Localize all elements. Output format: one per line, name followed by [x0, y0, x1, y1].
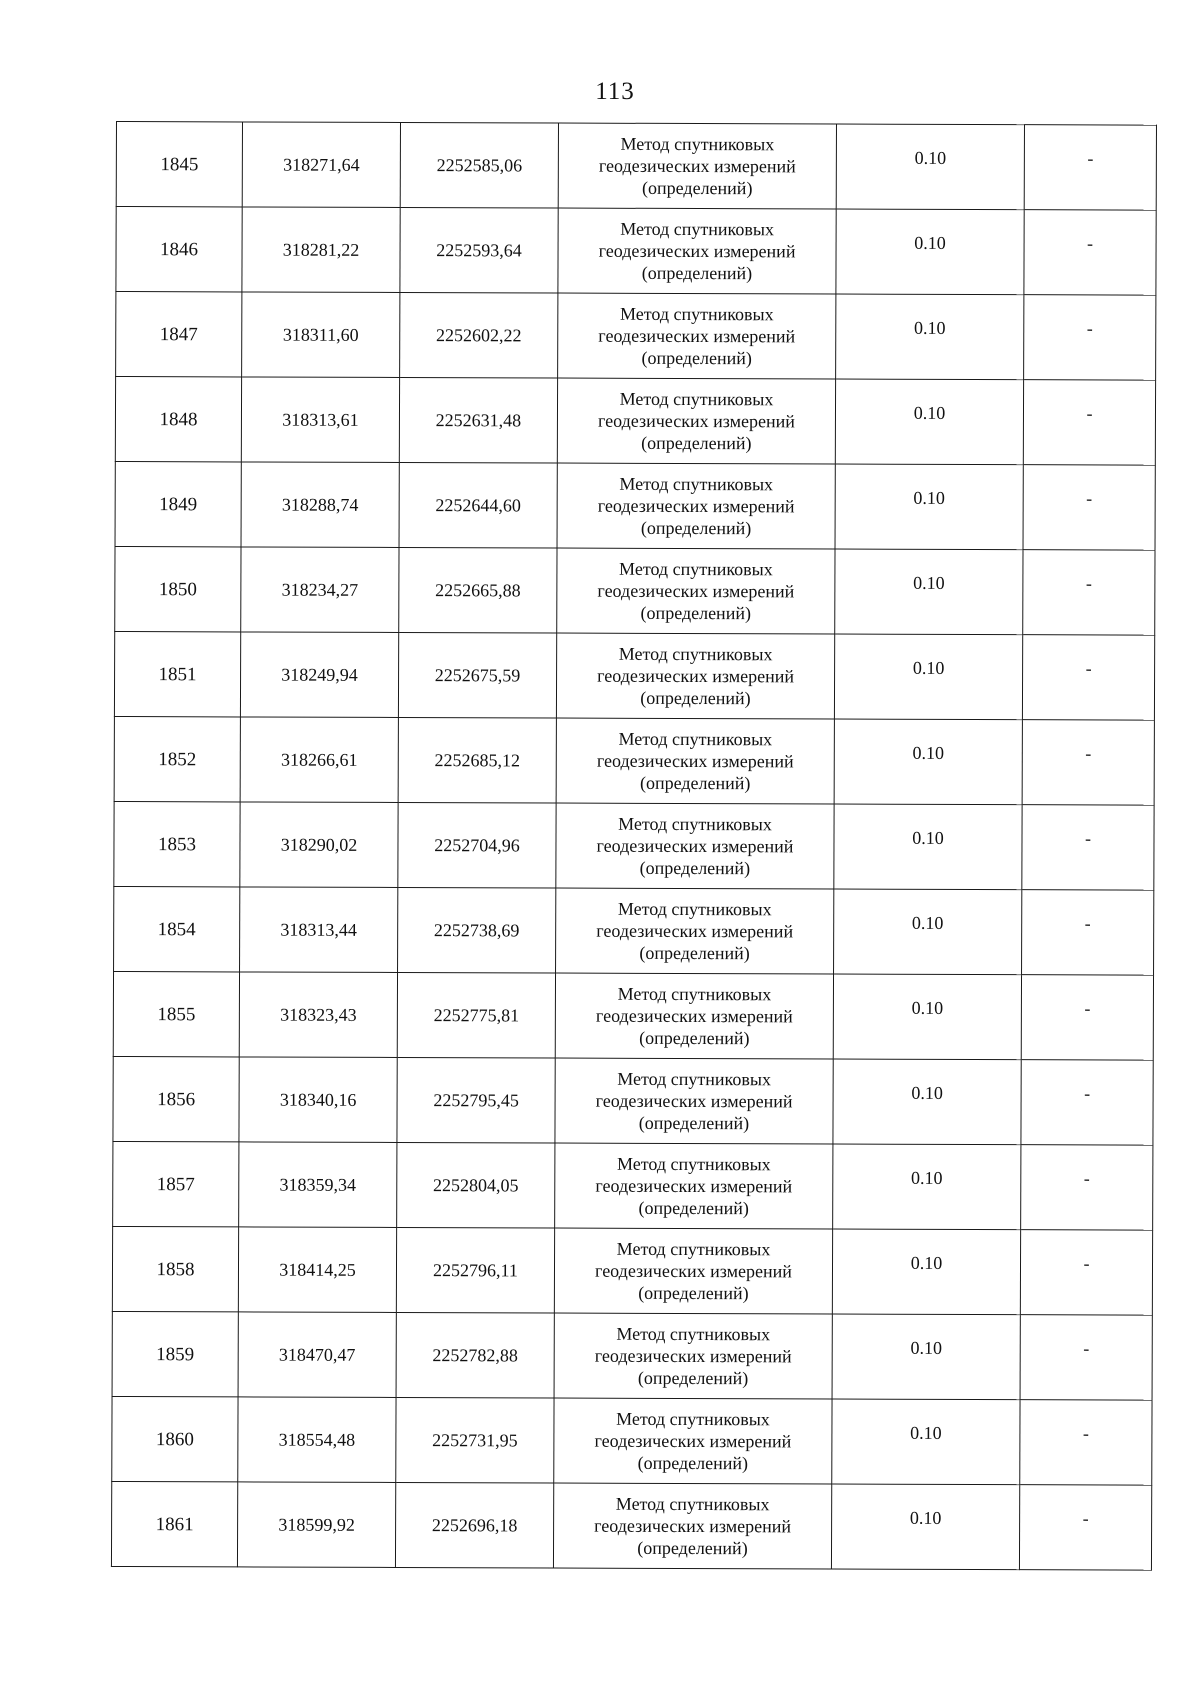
- point-number-cell: [115, 377, 241, 462]
- coordinate-y-cell: 2252738,69: [398, 887, 556, 973]
- method-line: Метод спутниковых: [618, 643, 773, 665]
- coordinate-y-cell: 2252804,05: [397, 1142, 555, 1228]
- coordinate-x-cell: 318313,44: [240, 887, 398, 973]
- note-cell: [1023, 380, 1155, 465]
- method-line: (определений): [639, 772, 751, 794]
- table-row: [113, 1141, 1153, 1230]
- accuracy-cell-text: 0.10: [910, 1337, 943, 1358]
- note-cell: [1024, 295, 1156, 380]
- accuracy-cell-text: 0.10: [913, 487, 945, 508]
- accuracy-cell-text: 0.10: [911, 1167, 943, 1188]
- method-cell: [555, 1143, 833, 1229]
- point-number-cell: [113, 1056, 239, 1141]
- note-cell-text: -: [1083, 1168, 1090, 1189]
- method-line: геодезических измерений: [594, 1345, 792, 1367]
- note-cell-text: -: [1087, 148, 1094, 169]
- method-line: Метод спутниковых: [620, 133, 775, 155]
- method-cell: [556, 718, 834, 804]
- coordinate-x-cell: 318249,94: [240, 632, 398, 718]
- point-number-cell-text: 1859: [156, 1344, 195, 1366]
- note-cell: [1022, 805, 1154, 890]
- method-line: геодезических измерений: [595, 1090, 793, 1112]
- method-line: Метод спутниковых: [619, 388, 774, 410]
- method-cell: [555, 1058, 833, 1144]
- coordinate-x-cell: 318470,47: [238, 1312, 396, 1398]
- method-line: Метод спутниковых: [617, 898, 772, 920]
- method-line: (определений): [639, 857, 751, 879]
- point-number-cell: [113, 971, 239, 1056]
- note-cell-text: -: [1086, 488, 1093, 509]
- point-number-cell-text: 1853: [157, 834, 197, 856]
- accuracy-cell-text: 0.10: [912, 742, 945, 763]
- coordinate-y-cell: 2252796,11: [396, 1227, 554, 1313]
- coordinate-x-cell: 318288,74: [241, 462, 399, 548]
- method-line: (определений): [640, 687, 751, 709]
- accuracy-cell: [832, 1314, 1020, 1400]
- point-number-cell: [115, 461, 241, 546]
- accuracy-cell: [832, 1229, 1020, 1315]
- point-number-cell-text: 1860: [155, 1429, 194, 1451]
- coordinate-x-cell: 318313,61: [241, 377, 399, 463]
- note-cell: [1020, 1315, 1152, 1400]
- note-cell-text: -: [1084, 913, 1091, 934]
- point-number-cell: [112, 1396, 238, 1481]
- table-row: [116, 292, 1156, 381]
- coordinate-y-cell: 2252731,95: [396, 1397, 554, 1483]
- method-line: геодезических измерений: [597, 495, 795, 517]
- point-number-cell-text: 1846: [160, 239, 199, 261]
- point-number-cell: [114, 716, 240, 801]
- method-line: (определений): [641, 262, 753, 284]
- point-number-cell: [112, 1311, 238, 1396]
- accuracy-cell: [835, 549, 1023, 635]
- method-line: Метод спутниковых: [616, 1153, 771, 1175]
- method-line: Метод спутниковых: [616, 1323, 771, 1345]
- note-cell-text: -: [1085, 658, 1092, 679]
- coordinate-y-cell: 2252685,12: [398, 717, 556, 803]
- point-number-cell: [113, 1141, 239, 1226]
- method-cell: [558, 293, 836, 379]
- point-number-cell-text: 1847: [159, 324, 198, 346]
- point-number-cell: [116, 207, 242, 292]
- page-number: 113: [595, 78, 635, 105]
- method-line: (определений): [637, 1367, 749, 1389]
- note-cell: [1024, 210, 1156, 295]
- table-row: [112, 1396, 1152, 1485]
- method-cell: [554, 1398, 832, 1484]
- accuracy-cell: [835, 464, 1023, 550]
- method-line: Метод спутниковых: [618, 728, 773, 750]
- method-cell: [558, 208, 836, 294]
- method-cell: [556, 888, 834, 974]
- table-row: [114, 886, 1154, 975]
- method-line: геодезических измерений: [595, 1005, 793, 1027]
- method-line: геодезических измерений: [598, 240, 796, 262]
- note-cell-text: -: [1085, 743, 1092, 764]
- coordinate-y-cell: 2252593,64: [400, 207, 558, 293]
- note-cell: [1023, 550, 1155, 635]
- method-cell: [557, 463, 835, 549]
- accuracy-cell-text: 0.10: [912, 657, 945, 678]
- method-line: геодезических измерений: [598, 325, 796, 347]
- note-cell: [1023, 465, 1155, 550]
- note-cell-text: -: [1087, 233, 1094, 254]
- note-cell-text: -: [1085, 573, 1092, 594]
- method-cell: [557, 378, 835, 464]
- coordinate-x-cell: 318340,16: [239, 1057, 397, 1143]
- table-row: [114, 631, 1154, 720]
- accuracy-cell-text: 0.10: [911, 1082, 943, 1103]
- method-line: (определений): [639, 1027, 750, 1049]
- note-cell-text: -: [1082, 1508, 1089, 1529]
- accuracy-cell-text: 0.10: [912, 827, 944, 848]
- method-line: (определений): [641, 347, 752, 369]
- method-cell: [556, 803, 834, 889]
- coordinates-table-body: [111, 122, 1156, 1571]
- point-number-cell-text: 1852: [158, 749, 197, 771]
- method-line: Метод спутниковых: [620, 218, 775, 240]
- accuracy-cell-text: 0.10: [914, 147, 947, 168]
- method-cell: [553, 1483, 831, 1569]
- method-line: геодезических измерений: [597, 665, 795, 687]
- accuracy-cell: [835, 379, 1023, 465]
- coordinate-y-cell: 2252775,81: [397, 972, 555, 1058]
- point-number-cell-text: 1851: [158, 664, 197, 686]
- accuracy-cell: [832, 1399, 1020, 1485]
- method-line: Метод спутниковых: [616, 1408, 770, 1430]
- point-number-cell: [115, 546, 241, 631]
- method-line: (определений): [642, 177, 753, 199]
- note-cell: [1020, 1400, 1152, 1485]
- note-cell-text: -: [1083, 1253, 1090, 1274]
- coordinate-x-cell: 318554,48: [238, 1397, 396, 1483]
- accuracy-cell: [833, 974, 1021, 1060]
- table-row: [114, 716, 1154, 805]
- accuracy-cell: [834, 634, 1022, 720]
- accuracy-cell: [834, 889, 1022, 975]
- method-line: геодезических измерений: [597, 580, 795, 602]
- note-cell-text: -: [1086, 318, 1093, 339]
- coordinate-x-cell: 318290,02: [240, 802, 398, 888]
- accuracy-cell: [836, 124, 1024, 210]
- accuracy-cell-text: 0.10: [911, 997, 944, 1018]
- coordinate-x-cell: 318359,34: [239, 1142, 397, 1228]
- method-line: (определений): [640, 517, 752, 539]
- method-line: (определений): [641, 432, 752, 454]
- note-cell: [1021, 975, 1153, 1060]
- point-number-cell: [114, 886, 240, 971]
- coordinate-x-cell: 318414,25: [238, 1227, 396, 1313]
- coordinates-table: [111, 121, 1157, 1571]
- method-line: геодезических измерений: [594, 1430, 792, 1452]
- table-row: [112, 1311, 1152, 1400]
- method-cell: [554, 1228, 832, 1314]
- point-number-cell: [116, 122, 242, 207]
- table-row: [112, 1226, 1152, 1315]
- method-line: Метод спутниковых: [619, 303, 774, 325]
- accuracy-cell-text: 0.10: [914, 232, 946, 253]
- point-number-cell: [112, 1226, 238, 1311]
- point-number-cell-text: 1854: [157, 919, 196, 941]
- note-cell-text: -: [1086, 403, 1093, 424]
- point-number-cell-text: 1857: [156, 1174, 195, 1196]
- note-cell: [1022, 635, 1154, 720]
- method-cell: [554, 1313, 832, 1399]
- accuracy-cell: [833, 1144, 1021, 1230]
- method-line: (определений): [638, 1197, 749, 1219]
- coordinate-x-cell: 318234,27: [241, 547, 399, 633]
- note-cell-text: -: [1084, 828, 1092, 849]
- point-number-cell-text: 1861: [155, 1514, 194, 1536]
- coordinate-y-cell: 2252795,45: [397, 1057, 555, 1143]
- table-row: [115, 546, 1155, 635]
- accuracy-cell: [833, 1059, 1021, 1145]
- method-line: геодезических измерений: [598, 155, 796, 177]
- coordinate-y-cell: 2252665,88: [399, 547, 557, 633]
- accuracy-cell-text: 0.10: [910, 1252, 943, 1273]
- coordinate-x-cell: 318271,64: [242, 122, 400, 208]
- method-line: Метод спутниковых: [617, 983, 772, 1005]
- accuracy-cell: [834, 719, 1022, 805]
- method-line: геодезических измерений: [595, 1175, 793, 1197]
- method-line: геодезических измерений: [595, 1260, 792, 1282]
- point-number-cell-text: 1849: [159, 494, 198, 516]
- method-line: (определений): [640, 602, 752, 624]
- method-cell: [556, 633, 834, 719]
- accuracy-cell-text: 0.10: [910, 1422, 942, 1443]
- method-line: (определений): [637, 1537, 748, 1559]
- method-line: Метод спутниковых: [618, 813, 772, 835]
- accuracy-cell-text: 0.10: [909, 1507, 942, 1528]
- method-line: Метод спутниковых: [619, 473, 774, 495]
- note-cell: [1021, 1060, 1153, 1145]
- note-cell: [1022, 720, 1154, 805]
- table-row: [113, 971, 1153, 1060]
- coordinate-y-cell: 2252704,96: [398, 802, 556, 888]
- coordinate-y-cell: 2252782,88: [396, 1312, 554, 1398]
- method-line: геодезических измерений: [596, 835, 794, 857]
- accuracy-cell: [836, 294, 1024, 380]
- method-line: Метод спутниковых: [616, 1238, 771, 1260]
- method-line: (определений): [637, 1452, 749, 1474]
- accuracy-cell: [836, 209, 1024, 295]
- accuracy-cell-text: 0.10: [911, 912, 944, 933]
- note-cell: [1021, 1145, 1153, 1230]
- note-cell-text: -: [1083, 1338, 1090, 1359]
- accuracy-cell-text: 0.10: [913, 572, 945, 593]
- accuracy-cell-text: 0.10: [913, 402, 946, 423]
- table-row: [113, 1056, 1153, 1145]
- table-row: [115, 461, 1155, 550]
- coordinate-x-cell: 318266,61: [240, 717, 398, 803]
- point-number-cell-text: 1850: [158, 579, 197, 601]
- coordinate-y-cell: 2252602,22: [400, 292, 558, 378]
- method-line: (определений): [638, 1282, 749, 1304]
- coordinate-y-cell: 2252696,18: [395, 1482, 553, 1568]
- accuracy-cell: [831, 1484, 1019, 1570]
- method-line: Метод спутниковых: [615, 1493, 770, 1515]
- coordinate-y-cell: 2252585,06: [400, 122, 558, 208]
- method-line: Метод спутниковых: [617, 1068, 772, 1090]
- point-number-cell-text: 1855: [157, 1004, 196, 1026]
- note-cell: [1022, 890, 1154, 975]
- note-cell: [1024, 125, 1156, 210]
- point-number-cell-text: 1858: [156, 1259, 195, 1281]
- point-number-cell: [114, 631, 240, 716]
- note-cell: [1020, 1230, 1152, 1315]
- note-cell-text: -: [1084, 1083, 1091, 1104]
- point-number-cell: [111, 1481, 237, 1566]
- note-cell: [1019, 1485, 1151, 1570]
- point-number-cell-text: 1845: [160, 154, 199, 176]
- method-line: геодезических измерений: [598, 410, 795, 432]
- coordinate-y-cell: 2252644,60: [399, 462, 557, 548]
- accuracy-cell: [834, 804, 1022, 890]
- method-cell: [558, 123, 836, 209]
- method-line: Метод спутниковых: [619, 558, 773, 580]
- table-row: [116, 122, 1156, 211]
- method-cell: [555, 973, 833, 1059]
- point-number-cell-text: 1856: [157, 1089, 196, 1111]
- coordinate-x-cell: 318599,92: [237, 1482, 395, 1568]
- method-line: геодезических измерений: [596, 750, 794, 772]
- method-line: (определений): [638, 1112, 750, 1134]
- table-row: [115, 377, 1155, 466]
- table-row: [116, 207, 1156, 296]
- method-line: геодезических измерений: [594, 1515, 792, 1537]
- method-cell: [557, 548, 835, 634]
- table-row: [111, 1481, 1151, 1570]
- point-number-cell-text: 1848: [159, 409, 198, 431]
- note-cell-text: -: [1084, 998, 1091, 1019]
- note-cell-text: -: [1082, 1423, 1089, 1444]
- method-line: (определений): [639, 942, 750, 964]
- coordinate-x-cell: 318281,22: [242, 207, 400, 293]
- coordinate-x-cell: 318311,60: [242, 292, 400, 378]
- point-number-cell: [114, 801, 240, 886]
- coordinate-y-cell: 2252675,59: [398, 632, 556, 718]
- accuracy-cell-text: 0.10: [913, 317, 946, 338]
- point-number-cell: [116, 292, 242, 377]
- coordinate-x-cell: 318323,43: [239, 972, 397, 1058]
- table-row: [114, 801, 1154, 890]
- coordinate-y-cell: 2252631,48: [399, 377, 557, 463]
- method-line: геодезических измерений: [596, 920, 794, 942]
